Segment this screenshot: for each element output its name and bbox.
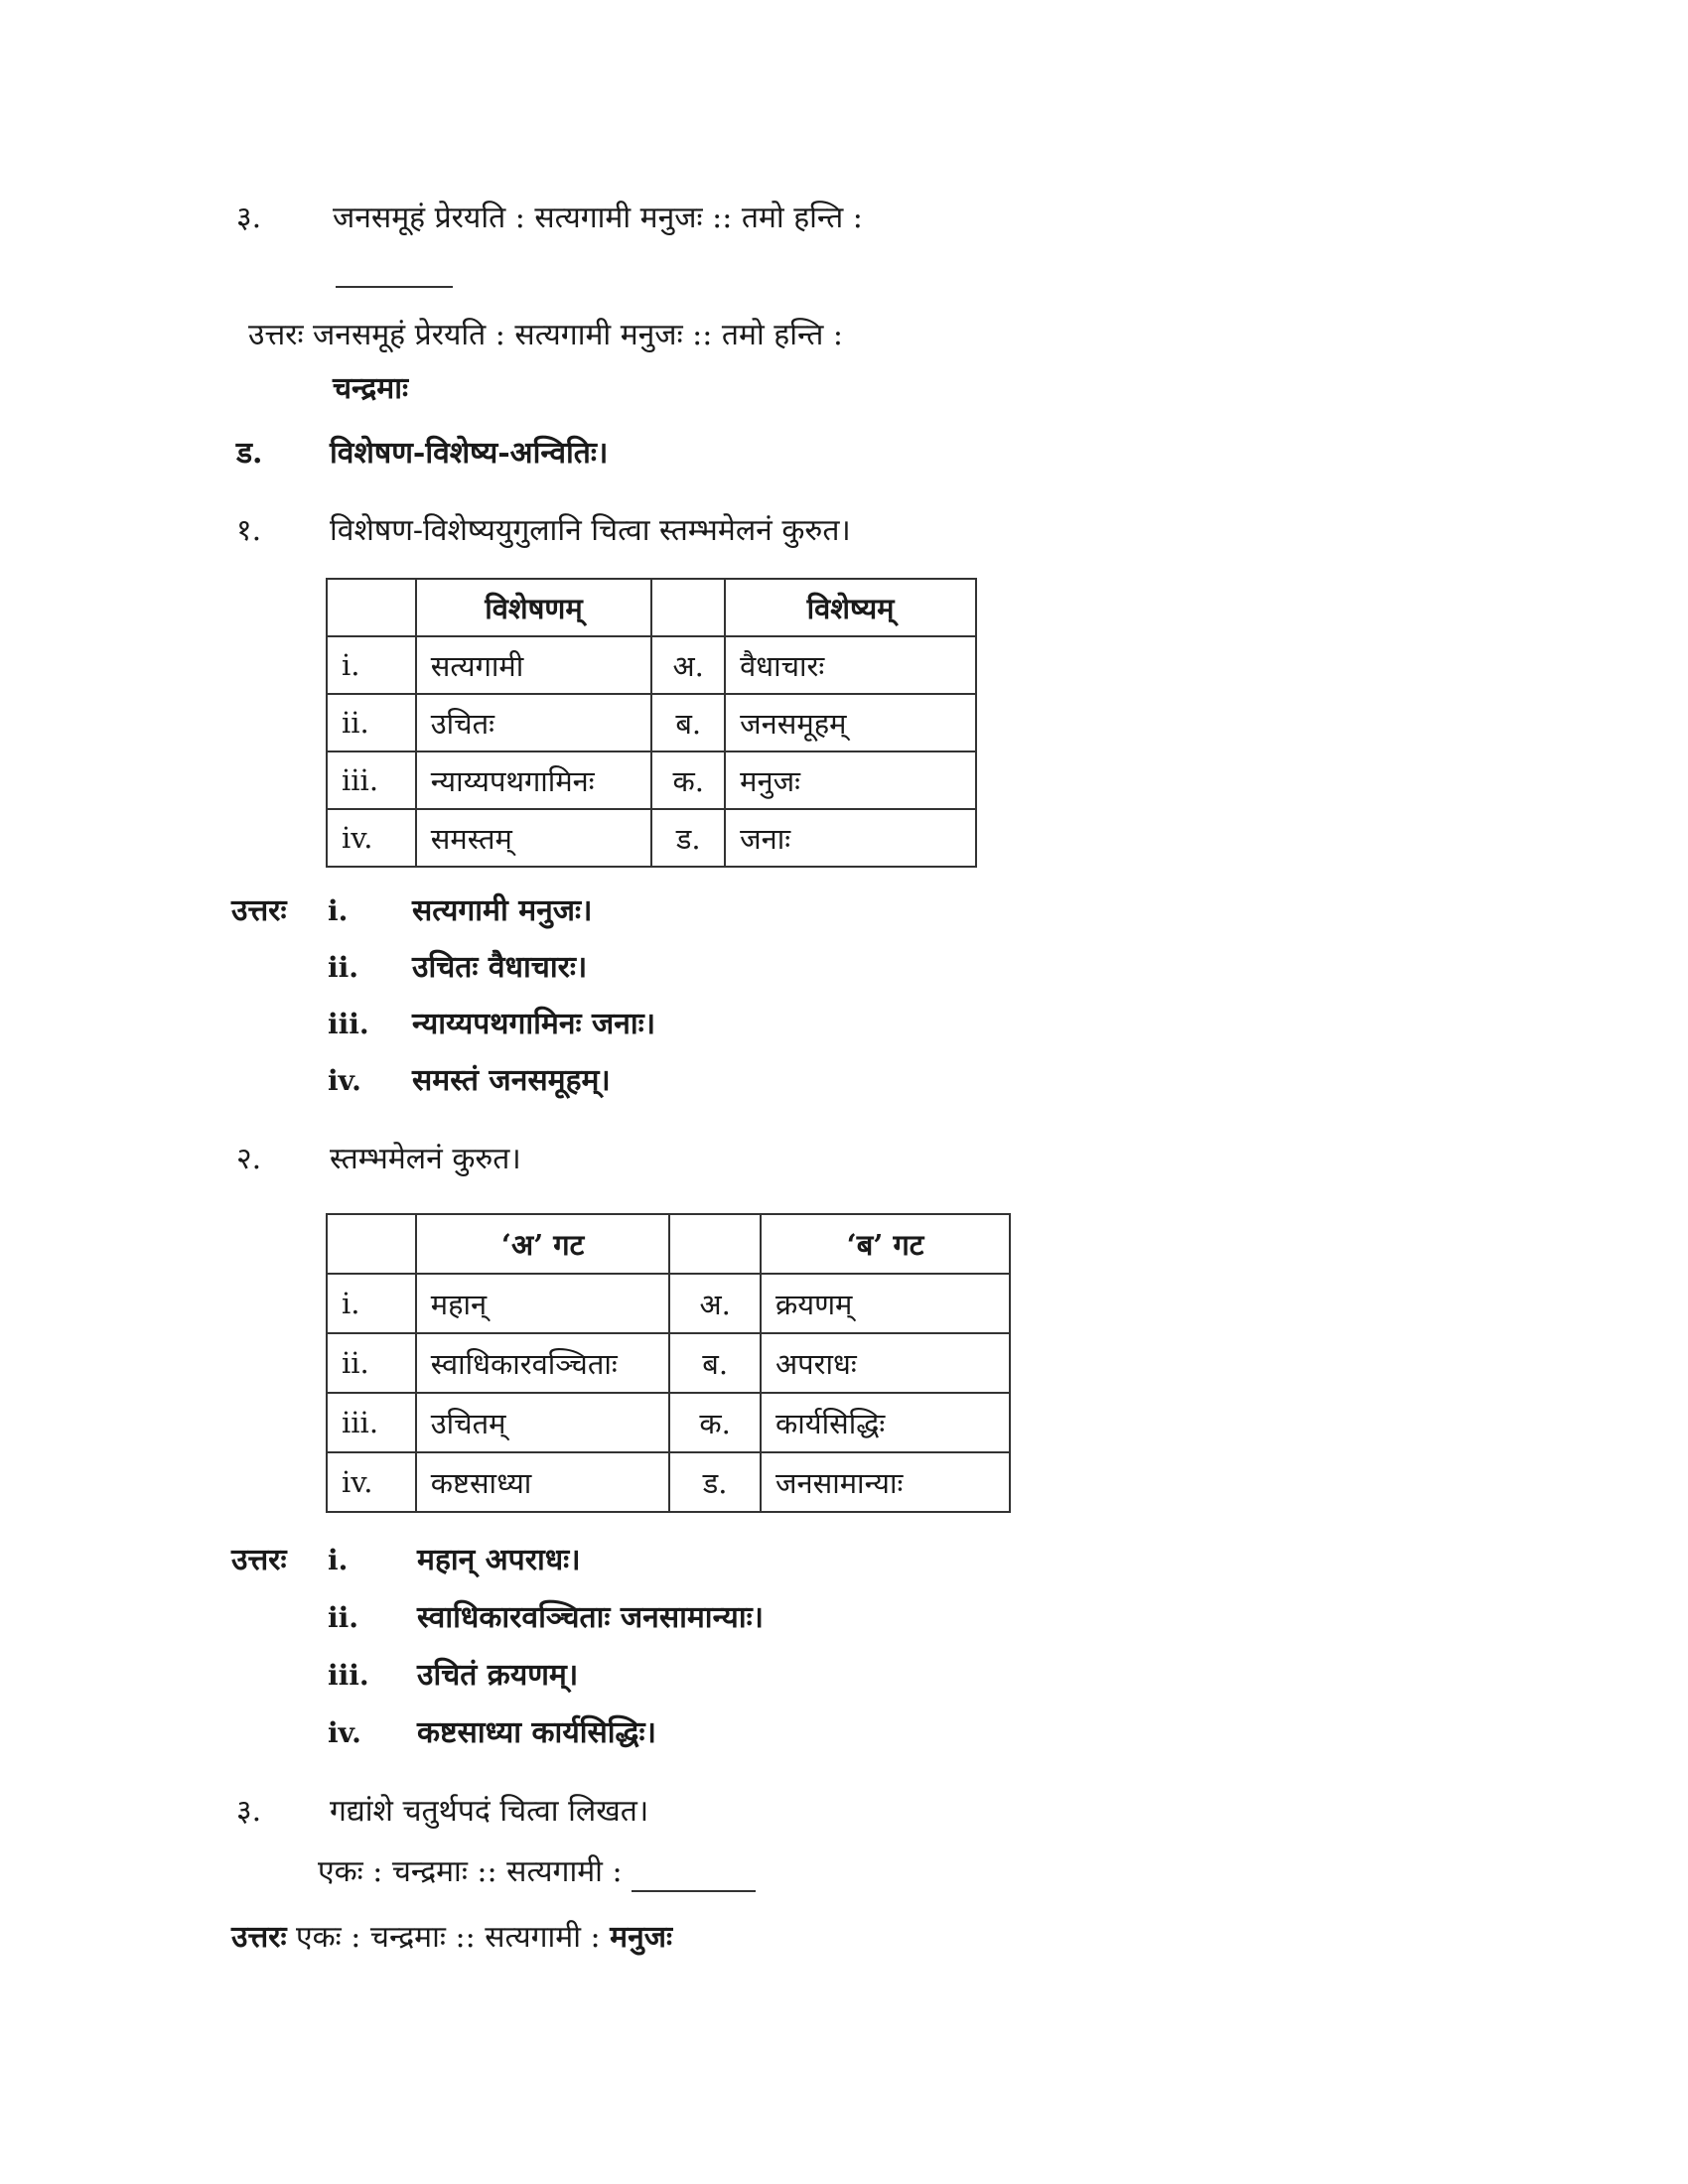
matching-table-1 bbox=[326, 578, 977, 868]
header-cell bbox=[669, 1214, 761, 1274]
header-cell: ‘अ’ गट bbox=[416, 1214, 670, 1274]
answer-blank bbox=[336, 286, 453, 288]
row-number: ii. bbox=[327, 694, 416, 751]
answer-text: एकः : चन्द्रमाः :: सत्यगामी : bbox=[296, 1920, 601, 1955]
question-number: ३. bbox=[236, 1794, 262, 1829]
row-number: iii. bbox=[327, 1393, 416, 1452]
answer-text: न्याय्यपथगामिनः जनाः। bbox=[412, 1007, 656, 1041]
row-letter: अ. bbox=[651, 636, 725, 694]
row-number: i. bbox=[327, 636, 416, 694]
table-row bbox=[327, 809, 976, 867]
question-number: २. bbox=[236, 1142, 262, 1176]
header-cell bbox=[327, 579, 416, 636]
answer-label: उत्तरः bbox=[231, 1920, 287, 1955]
cell-right: अपराधः bbox=[761, 1333, 1010, 1393]
row-letter: ब. bbox=[651, 694, 725, 751]
table-row bbox=[327, 1393, 1010, 1452]
answer-text: उचितः वैधाचारः। bbox=[412, 950, 588, 985]
cell-left: कष्टसाध्या bbox=[416, 1452, 670, 1512]
section-title: विशेषण-विशेष्य-अन्वितिः। bbox=[330, 436, 609, 471]
answer-label: उत्तरः bbox=[231, 893, 287, 928]
answer-line bbox=[231, 1918, 672, 1958]
answer-text: जनसमूहं प्रेरयति : सत्यगामी मनुजः :: तमो हन्ति : bbox=[313, 318, 843, 352]
answer-text: उचितं क्रयणम्। bbox=[417, 1658, 579, 1693]
answer-text: सत्यगामी मनुजः। bbox=[412, 893, 593, 928]
row-number: iv. bbox=[327, 1452, 416, 1512]
cell-right: मनुजः bbox=[725, 751, 976, 809]
section-label: ड. bbox=[236, 436, 263, 471]
row-number: iv. bbox=[327, 809, 416, 867]
answer-number: iii. bbox=[328, 1659, 369, 1692]
answer-label: उत्तरः bbox=[248, 318, 304, 352]
row-letter: ड. bbox=[651, 809, 725, 867]
answer-number: ii. bbox=[328, 951, 359, 984]
table-row bbox=[327, 1333, 1010, 1393]
header-cell: विशेषणम् bbox=[416, 579, 652, 636]
question-text: स्तम्भमेलनं कुरुत। bbox=[330, 1142, 521, 1176]
table-row bbox=[327, 1274, 1010, 1333]
row-number: i. bbox=[327, 1274, 416, 1333]
table-row bbox=[327, 694, 976, 751]
answer-text: कष्टसाध्या कार्यसिद्धिः। bbox=[417, 1715, 656, 1750]
table-header-row bbox=[327, 579, 976, 636]
answer-number: iv. bbox=[328, 1064, 361, 1097]
question-number: १. bbox=[236, 513, 262, 548]
header-cell bbox=[327, 1214, 416, 1274]
header-cell bbox=[651, 579, 725, 636]
answer-line bbox=[248, 316, 843, 355]
cell-left: उचितम् bbox=[416, 1393, 670, 1452]
answer-text: महान् अपराधः। bbox=[417, 1543, 581, 1577]
answer-label: उत्तरः bbox=[231, 1543, 287, 1577]
matching-table-2 bbox=[326, 1213, 1011, 1513]
cell-right: कार्यसिद्धिः bbox=[761, 1393, 1010, 1452]
cell-right: जनाः bbox=[725, 809, 976, 867]
cell-right: जनसामान्याः bbox=[761, 1452, 1010, 1512]
row-letter: ब. bbox=[669, 1333, 761, 1393]
cell-left: स्वाधिकारवञ्चिताः bbox=[416, 1333, 670, 1393]
row-letter: क. bbox=[669, 1393, 761, 1452]
answer-blank bbox=[632, 1860, 756, 1892]
analogy-question bbox=[318, 1852, 756, 1892]
cell-right: क्रयणम् bbox=[761, 1274, 1010, 1333]
question-text: जनसमूहं प्रेरयति : सत्यगामी मनुजः :: तमो हन्ति : bbox=[333, 201, 863, 235]
answer-number: iii. bbox=[328, 1008, 369, 1040]
answer-text: समस्तं जनसमूहम्। bbox=[412, 1063, 611, 1098]
question-text: गद्यांशे चतुर्थपदं चित्वा लिखत। bbox=[330, 1794, 649, 1829]
answer-number: ii. bbox=[328, 1601, 359, 1634]
row-letter: क. bbox=[651, 751, 725, 809]
answer-number: iv. bbox=[328, 1716, 361, 1749]
row-letter: अ. bbox=[669, 1274, 761, 1333]
question-number: ३. bbox=[236, 201, 262, 235]
table-header-row bbox=[327, 1214, 1010, 1274]
row-number: ii. bbox=[327, 1333, 416, 1393]
answer-word: चन्द्रमाः bbox=[333, 371, 409, 406]
table-row bbox=[327, 751, 976, 809]
row-number: iii. bbox=[327, 751, 416, 809]
header-cell: ‘ब’ गट bbox=[761, 1214, 1010, 1274]
table-row bbox=[327, 636, 976, 694]
analogy-text: एकः : चन्द्रमाः :: सत्यगामी : bbox=[318, 1854, 623, 1889]
cell-left: महान् bbox=[416, 1274, 670, 1333]
cell-left: न्याय्यपथगामिनः bbox=[416, 751, 652, 809]
cell-left: सत्यगामी bbox=[416, 636, 652, 694]
header-cell: विशेष्यम् bbox=[725, 579, 976, 636]
row-letter: ड. bbox=[669, 1452, 761, 1512]
answer-number: i. bbox=[328, 1544, 349, 1576]
cell-left: उचितः bbox=[416, 694, 652, 751]
answer-text: स्वाधिकारवञ्चिताः जनसामान्याः। bbox=[417, 1600, 765, 1635]
cell-right: जनसमूहम् bbox=[725, 694, 976, 751]
cell-right: वैधाचारः bbox=[725, 636, 976, 694]
answer-number: i. bbox=[328, 894, 349, 927]
cell-left: समस्तम् bbox=[416, 809, 652, 867]
answer-word: मनुजः bbox=[610, 1920, 673, 1955]
table-row bbox=[327, 1452, 1010, 1512]
question-text: विशेषण-विशेष्ययुगुलानि चित्वा स्तम्भमेलनं कुरुत। bbox=[330, 513, 851, 548]
